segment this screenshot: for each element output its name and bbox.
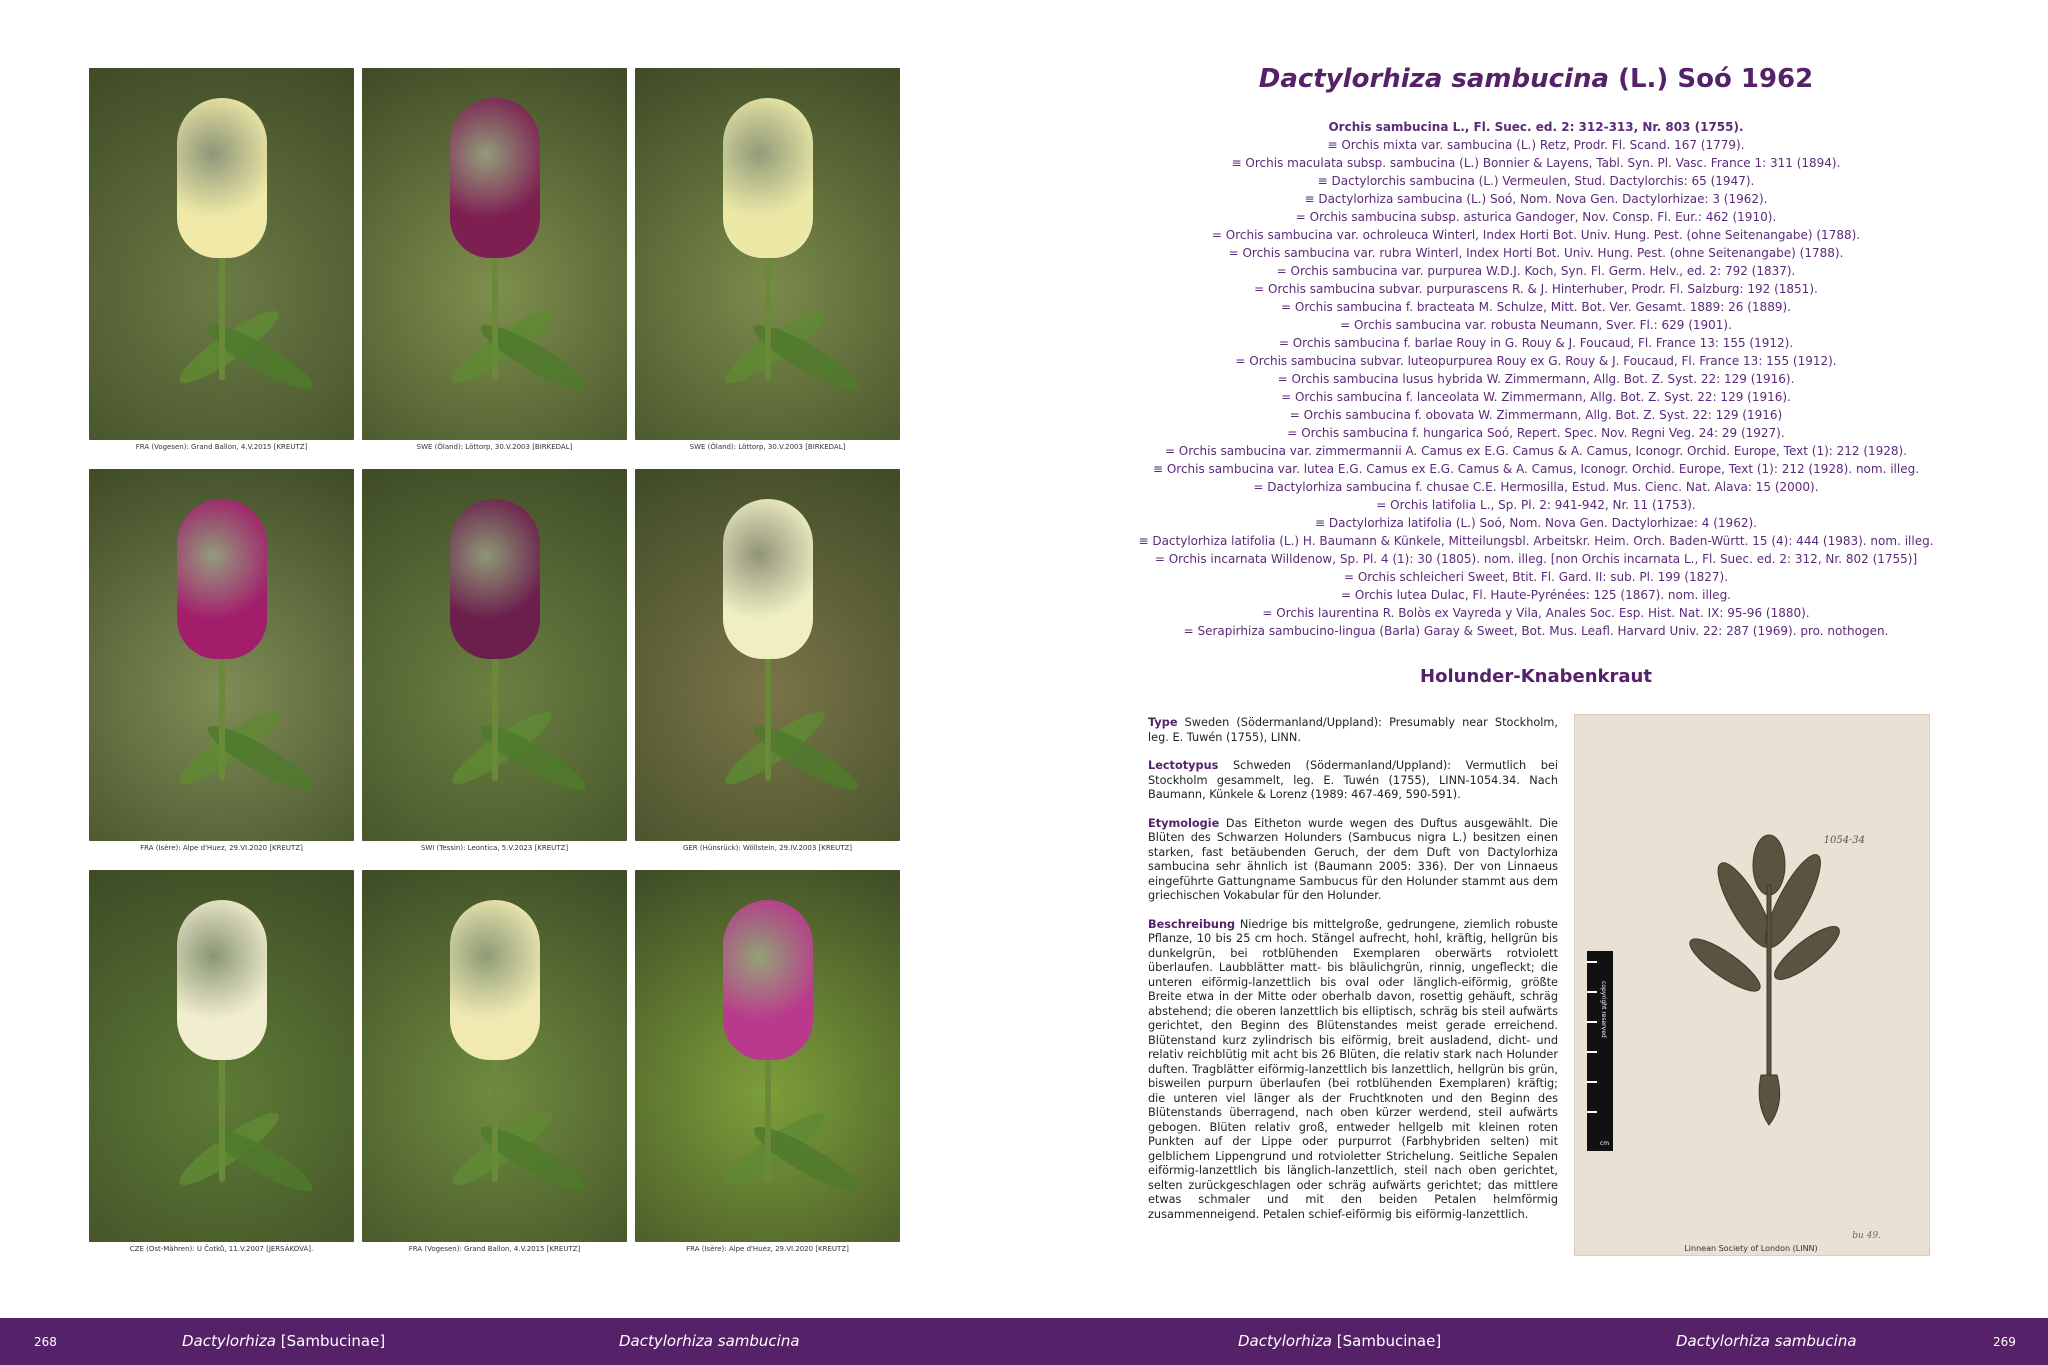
right-running-head-genus: Dactylorhiza: [1238, 1332, 1332, 1350]
ruler-tick: [1587, 991, 1597, 993]
flower-spike: [723, 499, 813, 659]
right-page-number: 269: [1993, 1335, 2016, 1349]
ruler-tick: [1587, 961, 1597, 963]
specimen-stem: [1767, 885, 1771, 1075]
synonym-entry: = Orchis sambucina lusus hybrida W. Zimmermann, Allg. Bot. Z. Syst. 22: 129 (1916).: [1277, 372, 1795, 386]
synonym-entry: ≡ Dactylorhiza latifolia (L.) H. Baumann & Künkele, Mitteilungsbl. Arbeitskr. Heim. Orch. Baden-Württ. 15 (4): 444 (1983). nom. illeg.: [1138, 534, 1934, 548]
etymologie-paragraph: [1148, 817, 1558, 904]
ruler-tick: [1587, 1111, 1597, 1113]
specimen-leaf: [1684, 931, 1767, 999]
flower-spike: [177, 900, 267, 1060]
common-name: Holunder-Knabenkraut: [1420, 666, 1652, 687]
beschreibung-text: Niedrige bis mittelgroße, gedrungene, ziemlich robuste Pflanze, 10 bis 25 cm hoch. Stängel aufrecht, hohl, kräftig, hellgrün bis dunkelgrün, bei rotblühenden Exemplaren oberwärts rotviolett überlaufen. Laubblätter matt- bis bläulichgrün, rinnig, ungefleckt; die unteren eiförmig-lanzettlich bis oval oder länglich-eiförmig, größte Breite etwa in der Mitte oder oberhalb davon, rosettig gehäuft, schräg abstehend; die oberen lanzettlich bis elliptisch, schräg bis steil aufwärts gerichtet, den Beginn des Blütenstandes meist gerade erreichend. Blütenstand kurz zylindrisch bis eiförmig, breit ausladend, dicht- und relativ reichblütig mit acht bis 26 Blüten, die relativ stark nach Holunder duften. Tragblätter eiförmig-lanzettlich bis lanzettlich, hellgrün bis grün, bisweilen purpurn überlaufen (bei rotblühenden Exemplaren) kräftig; die unteren viel länger als der Fruchtknoten und den Beginn des Blütenstands überragend, nach oben kürzer werdend, steil aufwärts gebogen. Blüten relativ groß, entweder hellgelb mit kleinen roten Punkten auf der Lippe oder purpurrot (Farbhybriden selten) mit gelblichem Lippengrund und rotvioletter Strichelung. Seitliche Sepalen eiförmig-lanzettlich bis länglich-lanzettlich, steil nach oben gerichtet, selten zurückgeschlagen oder schräg aufwärts gerichtet; das mittlere etwas schmaler und mit den beiden Petalen helmförmig zusammenneigend. Petalen schief-eiförmig bis eiförmig-lanzettlich.: [1148, 917, 1558, 1221]
flower-spike: [723, 98, 813, 258]
synonym-entry: = Orchis sambucina subsp. asturica Gandoger, Nov. Consp. Fl. Eur.: 462 (1910).: [1295, 210, 1777, 224]
type-paragraph: [1148, 716, 1558, 745]
left-page-number: 268: [34, 1335, 57, 1349]
specimen-tuber: [1759, 1075, 1779, 1125]
herbarium-caption: Linnean Society of London (LINN): [1684, 1244, 1818, 1253]
left-running-head-species: [619, 1332, 800, 1350]
synonym-entry: = Orchis sambucina subvar. luteopurpurea Rouy ex G. Rouy & J. Foucaud, Fl. France 13: 155 (1912).: [1235, 354, 1837, 368]
herbarium-specimen: [1575, 715, 1929, 1255]
photo-caption-8: FRA (Vogesen): Grand Ballon, 4.V.2015 [KREUTZ]: [408, 1245, 581, 1253]
synonym-entry: = Serapirhiza sambucino-lingua (Barla) Garay & Sweet, Bot. Mus. Leafl. Harvard Univ. 22: 287 (1969). pro. nothogen.: [1183, 624, 1889, 638]
photo-4: [89, 469, 354, 841]
species-title: [1024, 64, 2048, 94]
synonym-entry: = Orchis incarnata Willdenow, Sp. Pl. 4 (1): 30 (1805). nom. illeg. [non Orchis incarnata L., Fl. Suec. ed. 2: 312, Nr. 802 (1755)]: [1154, 552, 1918, 566]
synonym-entry: ≡ Dactylorhiza sambucina (L.) Soó, Nom. Nova Gen. Dactylorhizae: 3 (1962).: [1304, 192, 1768, 206]
footer-band: [0, 1318, 2048, 1365]
photo-caption-7: CZE (Ost-Mähren): U Čotků, 11.V.2007 [JERSÁKOVÁ].: [129, 1245, 314, 1253]
flower-spike: [177, 499, 267, 659]
synonym-entry: = Orchis sambucina var. rubra Winterl, Index Horti Bot. Univ. Hung. Pest. (ohne Seitenangabe) (1788).: [1228, 246, 1844, 260]
herbarium-sheet: [1574, 714, 1930, 1256]
photo-caption-2: SWE (Öland): Löttorp, 30.V.2003 [BIRKEDAL]: [416, 443, 573, 451]
beschreibung-paragraph: [1148, 918, 1558, 1223]
photo-7: [89, 870, 354, 1242]
ruler-tick: [1587, 1021, 1597, 1023]
synonym-entry: = Orchis laurentina R. Bolòs ex Vayreda y Vila, Anales Soc. Esp. Hist. Nat. IX: 95-96 (1880).: [1262, 606, 1810, 620]
synonym-entry: = Orchis sambucina f. hungarica Soó, Repert. Spec. Nov. Regni Veg. 24: 29 (1927).: [1287, 426, 1785, 440]
lectotypus-paragraph: [1148, 759, 1558, 803]
synonym-entry: = Orchis sambucina f. obovata W. Zimmermann, Allg. Bot. Z. Syst. 22: 129 (1916): [1289, 408, 1783, 422]
photo-5: [362, 469, 627, 841]
type-label: Type: [1148, 716, 1178, 729]
synonym-entry: Orchis sambucina L., Fl. Suec. ed. 2: 312-313, Nr. 803 (1755).: [1328, 120, 1744, 134]
ruler-unit: cm: [1600, 1140, 1610, 1147]
synonym-entry: = Orchis sambucina var. ochroleuca Winterl, Index Horti Bot. Univ. Hung. Pest. (ohne Seitenangabe) (1788).: [1211, 228, 1861, 242]
photo-8: [362, 870, 627, 1242]
synonym-list: [1084, 118, 1988, 640]
synonym-entry: = Orchis latifolia L., Sp. Pl. 2: 941-942, Nr. 11 (1753).: [1376, 498, 1696, 512]
synonym-entry: = Orchis sambucina var. zimmermannii A. Camus ex E.G. Camus & A. Camus, Iconogr. Orchid. Europe, Text (1): 212 (1928).: [1164, 444, 1908, 458]
left-page: [0, 0, 1024, 1318]
photo-caption-4: FRA (Isère): Alpe d'Huez, 29.VI.2020 [KREUTZ]: [140, 844, 303, 852]
synonym-entry: = Dactylorhiza sambucina f. chusae C.E. Hermosilla, Estud. Mus. Cienc. Nat. Alava: 15 (2000).: [1253, 480, 1819, 494]
sheet-note: bu 49.: [1852, 1231, 1881, 1241]
synonym-entry: ≡ Dactylorhiza latifolia (L.) Soó, Nom. Nova Gen. Dactylorhizae: 4 (1962).: [1315, 516, 1757, 530]
photo-2: [362, 68, 627, 440]
photo-3: [635, 68, 900, 440]
sheet-number: 1054·34: [1823, 835, 1865, 846]
flower-spike: [450, 499, 540, 659]
photo-6: [635, 469, 900, 841]
photo-1: [89, 68, 354, 440]
synonym-entry: = Orchis sambucina f. lanceolata W. Zimmermann, Allg. Bot. Z. Syst. 22: 129 (1916).: [1281, 390, 1791, 404]
title-author: (L.) Soó 1962: [1618, 64, 1814, 94]
left-running-head-genus: Dactylorhiza: [182, 1332, 276, 1350]
etymologie-label: Etymologie: [1148, 816, 1220, 830]
left-running-head-section: [Sambucinae]: [280, 1332, 386, 1350]
lectotypus-text: Schweden (Södermanland/Uppland): Vermutlich bei Stockholm gesammelt, leg. E. Tuwén (1755), LINN-1054.34. Nach Baumann, Künkele & Lorenz (1989: 467-469, 590-591).: [1148, 759, 1559, 801]
photo-caption-6: GER (Hünsrück): Wöllstein, 29.IV.2003 [KREUTZ]: [682, 844, 853, 852]
beschreibung-label: Beschreibung: [1148, 917, 1236, 931]
description-text: [1148, 716, 1558, 1236]
synonym-entry: = Orchis sambucina var. purpurea W.D.J. Koch, Syn. Fl. Germ. Helv., ed. 2: 792 (1837).: [1276, 264, 1796, 278]
synonym-entry: = Orchis lutea Dulac, Fl. Haute-Pyrénées: 125 (1867). nom. illeg.: [1340, 588, 1731, 602]
flower-spike: [177, 98, 267, 258]
left-running-species-name: Dactylorhiza sambucina: [619, 1332, 800, 1350]
lectotypus-label: Lectotypus: [1148, 759, 1219, 772]
synonym-entry: ≡ Orchis mixta var. sambucina (L.) Retz, Prodr. Fl. Scand. 167 (1779).: [1327, 138, 1745, 152]
ruler-tick: [1587, 1081, 1597, 1083]
flower-spike: [723, 900, 813, 1060]
photo-caption-3: SWE (Öland): Löttorp, 30.V.2003 [BIRKEDAL]: [689, 443, 846, 451]
synonym-entry: ≡ Orchis maculata subsp. sambucina (L.) Bonnier & Layens, Tabl. Syn. Pl. Vasc. France 1: 311 (1894).: [1231, 156, 1841, 170]
flower-spike: [450, 900, 540, 1060]
right-running-head-species: [1676, 1332, 1857, 1350]
synonym-entry: = Orchis sambucina var. robusta Neumann, Sver. Fl.: 629 (1901).: [1340, 318, 1732, 332]
synonym-entry: = Orchis schleicheri Sweet, Btit. Fl. Gard. II: sub. Pl. 199 (1827).: [1343, 570, 1729, 584]
right-running-species-name: Dactylorhiza sambucina: [1676, 1332, 1857, 1350]
photo-caption-9: FRA (Isère): Alpe d'Huez, 29.VI.2020 [KREUTZ]: [686, 1245, 849, 1253]
synonym-entry: = Orchis sambucina subvar. purpurascens R. & J. Hinterhuber, Prodr. Fl. Salzburg: 192 (1851).: [1254, 282, 1818, 296]
photo-caption-5: SWI (Tessin): Leontica, 5.V.2023 [KREUTZ]: [420, 844, 569, 852]
etymologie-text: Das Eitheton wurde wegen des Duftus ausgewählt. Die Blüten des Schwarzen Holunders (Sambucus nigra L.) besitzen einen starken, fast betäubenden Geruch, der dem Duft von Dactylorhiza sambucina sehr ähnlich ist (Baumann 2005: 336). Der von Linnaeus eingeführte Gattungname Sambucus für den Holunder stammt aus dem griechischen Vokabular für den Holunder.: [1148, 816, 1558, 902]
right-page: [1024, 0, 2048, 1318]
ruler-tick: [1587, 1051, 1597, 1053]
synonym-entry: = Orchis sambucina f. barlae Rouy in G. Rouy & J. Foucaud, Fl. France 13: 155 (1912).: [1278, 336, 1794, 350]
type-text: Sweden (Södermanland/Uppland): Presumably near Stockholm, leg. E. Tuwén (1755), LINN.: [1148, 716, 1559, 744]
right-running-head-section: [Sambucinae]: [1336, 1332, 1442, 1350]
synonym-entry: = Orchis sambucina f. bracteata M. Schulze, Mitt. Bot. Ver. Gesamt. 1889: 26 (1889).: [1281, 300, 1791, 314]
left-running-head: [182, 1332, 385, 1350]
photo-9: [635, 870, 900, 1242]
right-running-head: [1238, 1332, 1441, 1350]
synonym-entry: ≡ Dactylorchis sambucina (L.) Vermeulen, Stud. Dactylorchis: 65 (1947).: [1317, 174, 1755, 188]
ruler-label: copyright reserved: [1600, 981, 1607, 1038]
title-species-name: Dactylorhiza sambucina: [1258, 64, 1610, 94]
photo-caption-1: FRA (Vogesen): Grand Ballon, 4.V.2015 [KREUTZ]: [135, 443, 308, 451]
synonym-entry: ≡ Orchis sambucina var. lutea E.G. Camus ex E.G. Camus & A. Camus, Iconogr. Orchid. Europe, Text (1): 212 (1928). nom. illeg.: [1152, 462, 1920, 476]
flower-spike: [450, 98, 540, 258]
scale-ruler: [1587, 951, 1613, 1151]
